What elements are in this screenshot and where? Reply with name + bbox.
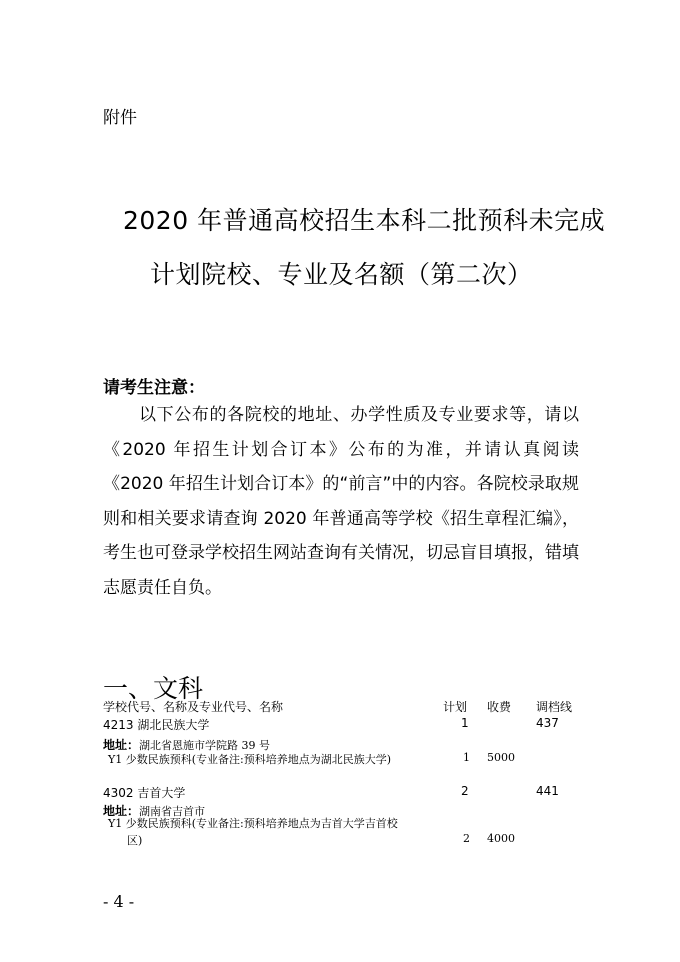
address-label: 地址： [103,804,140,818]
header-plan: 计划 [443,700,468,714]
school-admission-line: 437 [536,716,559,730]
notice-paragraph: 以下公布的各院校的地址、办学性质及专业要求等，请以《2020 年招生计划合订本》公布的为准，并请认真阅读《2020 年招生计划合订本》的“前言”中的内容。各院校录取规则和相关要求请查询 2020 年普通高等学校《招生章程汇编》，考生也可登录学校招生网站查询有关情况，切忌盲目填报，错填志愿责任自负。 [103,405,579,598]
address-value: 湖北省恩施市学院路 39 号 [139,739,271,752]
attachment-label: 附件 [103,108,137,128]
document-title-line-1: 2020 年普通高校招生本科二批预科未完成 [123,206,606,235]
notice-heading: 请考生注意： [103,378,205,398]
section-title: 一、文科 [103,674,204,703]
school-plan: 1 [461,716,469,730]
school-code-name: 4213 湖北民族大学 [103,718,210,732]
major-plan: 1 [463,751,470,764]
address-label: 地址： [103,738,140,752]
address-value: 湖南省吉首市 [139,805,206,818]
major-fee: 5000 [487,751,515,764]
header-line: 调档线 [536,700,573,714]
page-number: - 4 - [103,892,135,911]
major-name: Y1 少数民族预科(专业备注:预科培养地点为湖北民族大学) [108,753,392,766]
school-plan: 2 [461,784,469,798]
major-fee: 4000 [487,832,515,845]
school-admission-line: 441 [536,784,559,798]
major-name: Y1 少数民族预科(专业备注:预科培养地点为吉首大学吉首校 [108,817,398,830]
major-plan: 2 [463,832,470,845]
major-name-continued: 区) [127,834,143,847]
header-fee: 收费 [487,700,512,714]
header-school: 学校代号、名称及专业代号、名称 [103,700,284,714]
school-code-name: 4302 吉首大学 [103,786,186,800]
document-title-line-2: 计划院校、专业及名额（第二次） [150,260,533,289]
